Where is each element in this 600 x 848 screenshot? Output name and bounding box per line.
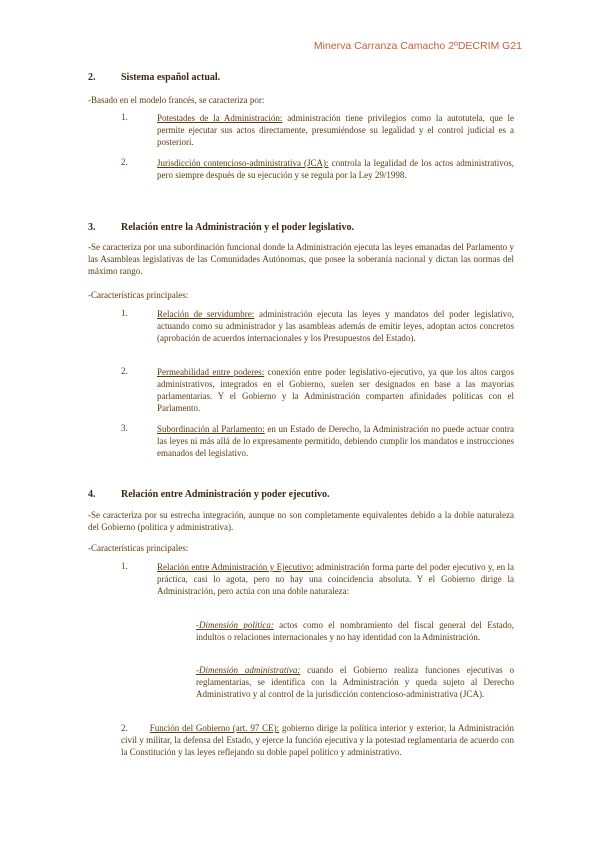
- section-2-title: Sistema español actual.: [121, 72, 221, 83]
- section-4-intro: -Se caracteriza por su estrecha integración, aunque no son completamente equivalentes debido a la doble naturaleza del Gobierno (política y administrativa).: [88, 510, 514, 532]
- s4-item-2-number: 2.: [121, 723, 128, 733]
- s2-item-1: [157, 112, 514, 148]
- s3-item-2: [157, 366, 514, 414]
- s4-sub-political-term: -Dimensión política:: [196, 620, 274, 630]
- s4-item-1: [157, 561, 514, 597]
- s4-sub-political: [196, 619, 514, 643]
- s3-item-1-number: 1.: [121, 308, 128, 318]
- section-2-number: 2.: [88, 72, 96, 83]
- s2-item-1-number: 1.: [121, 112, 128, 122]
- s2-item-1-term: Potestades de la Administración:: [157, 113, 283, 123]
- section-3-characteristics: -Características principales:: [88, 290, 189, 300]
- section-4-characteristics: -Características principales:: [88, 543, 189, 553]
- s2-item-1-text: administración tiene privilegios como la autotutela, que le permite ejecutar sus actos directamente, presumiéndose su legalidad y el control judicial es a posteriori.: [157, 113, 514, 147]
- section-3-intro: -Se caracteriza por una subordinación funcional donde la Administración ejecuta las leyes emanadas del Parlamento y las Asambleas legislativas de las Comunidades Autónomas, que posee la soberanía nacional y dictan las normas del máximo rango.: [88, 242, 514, 276]
- s4-sub-administrative-term: -Dimensión administrativa:: [196, 665, 301, 675]
- s2-item-2-term: Jurisdicción contencioso-administrativa (JCA):: [157, 158, 329, 168]
- section-3-title: Relación entre la Administración y el poder legislativo.: [121, 222, 354, 233]
- s4-item-1-text: administración forma parte del poder ejecutivo y, en la práctica, casi lo agota, pero no hay una coincidencia absoluta. Y el Gobierno dirige la Administración, pero actúa con una doble naturaleza:: [157, 562, 514, 596]
- s3-item-1-text: administración ejecuta las leyes y mandatos del poder legislativo, actuando como su administrador y las asambleas además de emitir leyes, adoptan actos concretos (aprobación de acuerdos internacionales y los Presupuestos del Estado).: [157, 309, 514, 343]
- s3-item-3-term: Subordinación al Parlamento:: [157, 424, 265, 434]
- s4-sub-administrative: [196, 664, 514, 700]
- s3-item-2-term: Permeabilidad entre poderes:: [157, 367, 265, 377]
- s2-item-2-text: controla la legalidad de los actos administrativos, pero siempre después de su ejecución y se regula por la Ley 29/1998.: [157, 158, 515, 180]
- s4-sub-administrative-text: cuando el Gobierno realiza funciones ejecutivas o reglamentarias, se identifica con la Administración y queda sujeto al Derecho Administrativo y al control de la jurisdicción contencioso-administrativa (JCA).: [196, 665, 514, 699]
- s4-item-2: [121, 722, 514, 758]
- s2-item-2-number: 2.: [121, 157, 128, 167]
- s3-item-3-number: 3.: [121, 423, 128, 433]
- s3-item-3-text: en un Estado de Derecho, la Administración no puede actuar contra las leyes ni más allá de lo expresamente permitido, debiendo cumplir los mandatos e instrucciones emanados del legislativo.: [157, 424, 514, 458]
- s4-item-1-number: 1.: [121, 561, 128, 571]
- s3-item-2-number: 2.: [121, 366, 128, 376]
- page-header: Minerva Carranza Camacho 2ºDECRIM G21: [313, 40, 522, 52]
- s4-item-2-text: gobierno dirige la política interior y exterior, la Administración civil y militar, la defensa del Estado, y ejerce la función ejecutiva y la potestad reglamentaria de acuerdo con la Constitución y las leyes reflejando su doble papel político y administrativo.: [121, 723, 514, 757]
- section-4-title: Relación entre Administración y poder ejecutivo.: [121, 489, 330, 500]
- s4-item-1-term: Relación entre Administración y Ejecutivo:: [157, 562, 314, 572]
- section-4-number: 4.: [88, 489, 96, 500]
- s2-item-2: [157, 157, 514, 181]
- s3-item-3: [157, 423, 514, 459]
- s4-sub-political-text: actos como el nombramiento del fiscal general del Estado, indultos o relaciones internacionales y no hay identidad con la Administración.: [196, 620, 514, 642]
- s3-item-2-text: conexión entre poder legislativo-ejecutivo, ya que los altos cargos administrativos, integrados en el Gobierno, suelen ser designados en base a las mayorías parlamentarias. Y el Gobierno y la Administración comparten afinidades políticas con el Parlamento.: [157, 367, 514, 413]
- section-2-intro: -Basado en el modelo francés, se caracteriza por:: [88, 95, 265, 105]
- s4-item-2-term: Función del Gobierno (art. 97 CE):: [149, 723, 280, 733]
- section-3-number: 3.: [88, 222, 96, 233]
- s3-item-1-term: Relación de servidumbre:: [157, 309, 255, 319]
- s3-item-1: [157, 308, 514, 344]
